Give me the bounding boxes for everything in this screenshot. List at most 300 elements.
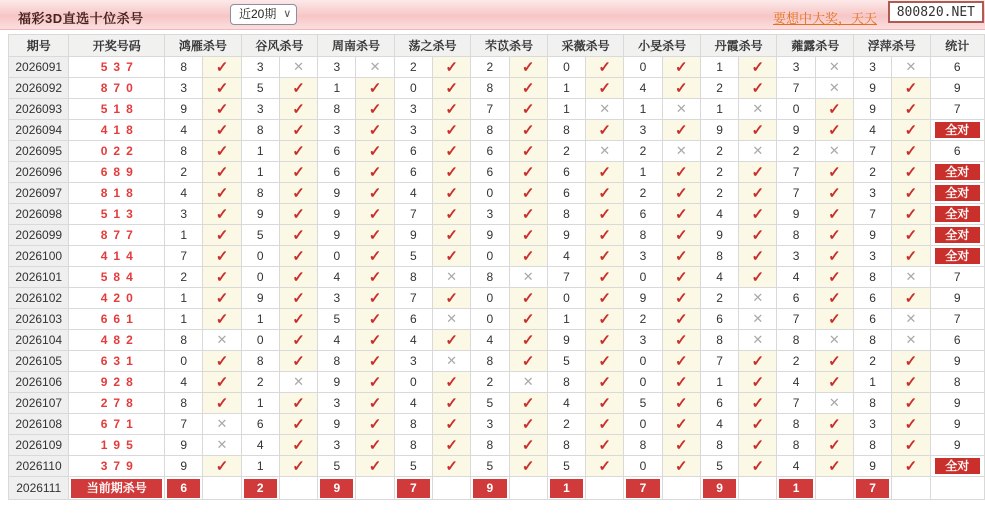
check-icon: ✓ [279, 414, 317, 435]
current-kill-digit-cell [700, 477, 738, 500]
check-icon: ✓ [662, 393, 700, 414]
check-icon: ✓ [279, 204, 317, 225]
kill-digit-cell: 6 [318, 162, 356, 183]
check-icon: ✓ [356, 99, 394, 120]
cross-icon: ✕ [586, 99, 624, 120]
current-kill-digit: 7 [397, 479, 430, 498]
kill-digit-cell: 3 [777, 246, 815, 267]
check-icon: ✓ [662, 309, 700, 330]
check-icon: ✓ [662, 414, 700, 435]
check-icon: ✓ [509, 120, 547, 141]
kill-digit-cell: 2 [854, 351, 892, 372]
stat-cell: 9 [930, 393, 984, 414]
kill-digit-cell: 8 [777, 330, 815, 351]
kill-digit-cell: 1 [624, 162, 662, 183]
period-cell: 2026095 [9, 141, 69, 162]
check-icon: ✓ [432, 288, 470, 309]
check-icon: ✓ [356, 204, 394, 225]
kill-digit-cell: 9 [165, 456, 203, 477]
kill-digit-cell: 8 [777, 435, 815, 456]
kill-digit-cell: 0 [624, 414, 662, 435]
kill-digit-cell: 9 [854, 456, 892, 477]
kill-digit-cell: 2 [547, 141, 585, 162]
check-icon: ✓ [356, 435, 394, 456]
check-icon: ✓ [432, 456, 470, 477]
kill-digit-cell: 6 [854, 288, 892, 309]
kill-digit-cell: 3 [318, 393, 356, 414]
check-icon: ✓ [586, 162, 624, 183]
kill-digit-cell: 9 [241, 288, 279, 309]
cross-icon: ✕ [892, 330, 930, 351]
period-cell: 2026106 [9, 372, 69, 393]
check-icon: ✓ [356, 414, 394, 435]
period-cell: 2026107 [9, 393, 69, 414]
kill-digit-cell: 8 [241, 120, 279, 141]
current-kill-digit: 9 [320, 479, 353, 498]
winning-number-cell: 513 [69, 204, 165, 225]
kill-digit-cell: 3 [394, 351, 432, 372]
check-icon: ✓ [739, 120, 777, 141]
col-header-kill-4: 荡之杀号 [394, 35, 471, 57]
check-icon: ✓ [203, 351, 241, 372]
check-icon: ✓ [279, 78, 317, 99]
kill-digit-cell: 3 [241, 57, 279, 78]
kill-digit-cell: 0 [547, 57, 585, 78]
kill-digit-cell: 9 [318, 372, 356, 393]
kill-digit-cell: 9 [318, 183, 356, 204]
kill-digit-cell: 6 [471, 141, 509, 162]
check-icon: ✓ [586, 372, 624, 393]
check-icon: ✓ [586, 225, 624, 246]
winning-number-cell: 671 [69, 414, 165, 435]
kill-digit-cell: 4 [854, 120, 892, 141]
kill-digit-cell: 1 [624, 99, 662, 120]
table-row [9, 57, 985, 78]
check-icon: ✓ [892, 183, 930, 204]
kill-digit-cell: 7 [394, 288, 432, 309]
kill-digit-cell: 9 [547, 225, 585, 246]
check-icon: ✓ [815, 414, 853, 435]
period-cell: 2026098 [9, 204, 69, 225]
kill-digit-cell: 1 [241, 393, 279, 414]
kill-digit-cell: 1 [547, 309, 585, 330]
check-icon: ✓ [509, 330, 547, 351]
table-row [9, 435, 985, 456]
kill-digit-cell: 2 [700, 183, 738, 204]
check-icon: ✓ [279, 267, 317, 288]
check-icon: ✓ [432, 372, 470, 393]
kill-digit-cell: 6 [777, 288, 815, 309]
table-header [9, 35, 985, 57]
check-icon: ✓ [432, 246, 470, 267]
check-icon: ✓ [892, 246, 930, 267]
kill-digit-cell: 1 [547, 78, 585, 99]
winning-number-cell: 537 [69, 57, 165, 78]
check-icon: ✓ [432, 204, 470, 225]
check-icon: ✓ [662, 330, 700, 351]
check-icon: ✓ [662, 372, 700, 393]
kill-digit-cell: 4 [394, 393, 432, 414]
check-icon: ✓ [739, 225, 777, 246]
kill-digit-cell: 9 [165, 99, 203, 120]
current-kill-digit: 7 [856, 479, 889, 498]
check-icon: ✓ [432, 99, 470, 120]
check-icon: ✓ [662, 162, 700, 183]
kill-digit-cell: 2 [700, 78, 738, 99]
check-icon: ✓ [509, 225, 547, 246]
kill-digit-cell: 8 [700, 435, 738, 456]
check-icon: ✓ [279, 162, 317, 183]
check-icon: ✓ [279, 246, 317, 267]
current-kill-digit-cell [624, 477, 662, 500]
kill-digit-cell: 6 [394, 141, 432, 162]
kill-digit-cell: 5 [624, 393, 662, 414]
check-icon: ✓ [815, 99, 853, 120]
check-icon: ✓ [739, 435, 777, 456]
table-row [9, 330, 985, 351]
top-bar [0, 0, 985, 30]
kill-digit-cell: 0 [471, 183, 509, 204]
kill-digit-cell: 6 [241, 414, 279, 435]
period-cell: 2026094 [9, 120, 69, 141]
period-cell: 2026101 [9, 267, 69, 288]
cross-icon: ✕ [739, 309, 777, 330]
check-icon: ✓ [662, 267, 700, 288]
check-icon: ✓ [509, 309, 547, 330]
range-select[interactable] [230, 4, 297, 25]
kill-digit-cell: 0 [624, 456, 662, 477]
col-header-kill-7: 小旻杀号 [624, 35, 701, 57]
check-icon: ✓ [662, 288, 700, 309]
kill-digit-cell: 1 [241, 162, 279, 183]
check-icon: ✓ [509, 414, 547, 435]
stat-cell: 9 [930, 414, 984, 435]
kill-digit-cell: 0 [624, 351, 662, 372]
current-kill-digit: 1 [779, 479, 812, 498]
col-header-stat: 统计 [930, 35, 984, 57]
winning-number-cell: 584 [69, 267, 165, 288]
check-icon: ✓ [662, 57, 700, 78]
kill-digit-cell: 8 [700, 330, 738, 351]
cross-icon: ✕ [739, 288, 777, 309]
check-icon: ✓ [815, 267, 853, 288]
check-icon: ✓ [892, 456, 930, 477]
kill-digit-cell: 3 [165, 204, 203, 225]
check-icon: ✓ [203, 183, 241, 204]
kill-digit-cell: 2 [394, 57, 432, 78]
check-icon: ✓ [203, 162, 241, 183]
check-icon: ✓ [815, 183, 853, 204]
kill-digit-cell: 3 [318, 288, 356, 309]
kill-digit-cell: 1 [700, 57, 738, 78]
kill-digit-cell: 1 [165, 309, 203, 330]
check-icon: ✓ [203, 225, 241, 246]
kill-digit-cell: 3 [394, 120, 432, 141]
kill-digit-cell: 4 [165, 372, 203, 393]
check-icon: ✓ [279, 288, 317, 309]
kill-digit-cell: 8 [241, 183, 279, 204]
table-body [9, 57, 985, 500]
kill-digit-cell: 9 [241, 204, 279, 225]
kill-digit-cell: 1 [241, 309, 279, 330]
col-header-period: 期号 [9, 35, 69, 57]
kill-digit-cell: 4 [165, 183, 203, 204]
current-kill-digit-cell [777, 477, 815, 500]
check-icon: ✓ [279, 330, 317, 351]
check-icon: ✓ [892, 99, 930, 120]
current-kill-mark-cell [662, 477, 700, 500]
stat-cell: 8 [930, 372, 984, 393]
check-icon: ✓ [356, 288, 394, 309]
check-icon: ✓ [586, 57, 624, 78]
check-icon: ✓ [279, 183, 317, 204]
check-icon: ✓ [509, 393, 547, 414]
check-icon: ✓ [815, 309, 853, 330]
kill-digit-cell: 2 [624, 309, 662, 330]
check-icon: ✓ [586, 309, 624, 330]
kill-digit-cell: 8 [854, 267, 892, 288]
check-icon: ✓ [509, 456, 547, 477]
kill-digit-cell: 3 [471, 414, 509, 435]
col-header-kill-10: 浮萍杀号 [854, 35, 931, 57]
kill-digit-cell: 8 [854, 330, 892, 351]
kill-digit-cell: 7 [471, 99, 509, 120]
cross-icon: ✕ [739, 330, 777, 351]
check-icon: ✓ [356, 330, 394, 351]
period-cell: 2026092 [9, 78, 69, 99]
kill-digit-cell: 8 [165, 330, 203, 351]
kill-digit-cell: 7 [777, 78, 815, 99]
kill-digit-cell: 6 [700, 309, 738, 330]
kill-digit-cell: 2 [165, 162, 203, 183]
col-header-number: 开奖号码 [69, 35, 165, 57]
table-row [9, 309, 985, 330]
kill-digit-cell: 2 [700, 162, 738, 183]
check-icon: ✓ [356, 162, 394, 183]
check-icon: ✓ [356, 372, 394, 393]
check-icon: ✓ [432, 162, 470, 183]
check-icon: ✓ [279, 120, 317, 141]
current-kill-digit-cell [854, 477, 892, 500]
check-icon: ✓ [279, 435, 317, 456]
kill-digit-cell: 6 [547, 183, 585, 204]
check-icon: ✓ [203, 120, 241, 141]
current-kill-mark-cell [815, 477, 853, 500]
kill-digit-cell: 6 [394, 162, 432, 183]
stat-cell: 6 [930, 57, 984, 78]
kill-digit-cell: 3 [854, 246, 892, 267]
kill-digit-cell: 3 [854, 183, 892, 204]
kill-digit-cell: 5 [547, 456, 585, 477]
kill-digit-cell: 9 [854, 78, 892, 99]
kill-digit-cell: 4 [777, 372, 815, 393]
check-icon: ✓ [892, 414, 930, 435]
check-icon: ✓ [356, 393, 394, 414]
winning-number-cell: 689 [69, 162, 165, 183]
check-icon: ✓ [586, 393, 624, 414]
table-row [9, 225, 985, 246]
cross-icon: ✕ [892, 309, 930, 330]
kill-digit-cell: 0 [547, 288, 585, 309]
check-icon: ✓ [662, 204, 700, 225]
kill-digit-cell: 5 [241, 225, 279, 246]
kill-digit-cell: 7 [854, 141, 892, 162]
kill-digit-cell: 7 [394, 204, 432, 225]
kill-digit-cell: 1 [318, 78, 356, 99]
winning-number-cell: 195 [69, 435, 165, 456]
cross-icon: ✕ [662, 141, 700, 162]
kill-digit-cell: 3 [394, 99, 432, 120]
kill-digit-cell: 1 [241, 456, 279, 477]
check-icon: ✓ [432, 414, 470, 435]
check-icon: ✓ [203, 288, 241, 309]
stat-cell [930, 246, 984, 267]
kill-digit-cell: 9 [394, 225, 432, 246]
check-icon: ✓ [586, 288, 624, 309]
cross-icon: ✕ [815, 78, 853, 99]
check-icon: ✓ [509, 351, 547, 372]
check-icon: ✓ [509, 246, 547, 267]
kill-digit-cell: 7 [547, 267, 585, 288]
kill-digit-cell: 6 [394, 309, 432, 330]
kill-digit-cell: 2 [241, 372, 279, 393]
check-icon: ✓ [432, 57, 470, 78]
all-correct-badge: 全对 [935, 164, 980, 180]
promo-link[interactable]: 要想中大奖，天天 [772, 11, 877, 26]
kill-digit-cell: 8 [777, 225, 815, 246]
kill-digit-cell: 8 [318, 99, 356, 120]
winning-number-cell: 631 [69, 351, 165, 372]
kill-digit-cell: 9 [624, 288, 662, 309]
kill-digit-cell: 3 [624, 246, 662, 267]
kill-digit-cell: 0 [241, 246, 279, 267]
col-header-kill-1: 鸿雁杀号 [165, 35, 242, 57]
all-correct-badge: 全对 [935, 227, 980, 243]
table-row [9, 141, 985, 162]
period-cell: 2026105 [9, 351, 69, 372]
check-icon: ✓ [586, 246, 624, 267]
current-kill-mark-cell [356, 477, 394, 500]
kill-digit-cell: 9 [547, 330, 585, 351]
kill-digit-cell: 1 [165, 225, 203, 246]
check-icon: ✓ [509, 162, 547, 183]
table-row [9, 456, 985, 477]
kill-digit-cell: 2 [700, 288, 738, 309]
check-icon: ✓ [203, 78, 241, 99]
kill-digit-cell: 6 [547, 162, 585, 183]
winning-number-cell: 818 [69, 183, 165, 204]
kill-digit-cell: 1 [241, 141, 279, 162]
period-cell: 2026104 [9, 330, 69, 351]
check-icon: ✓ [432, 330, 470, 351]
check-icon: ✓ [586, 204, 624, 225]
cross-icon: ✕ [739, 141, 777, 162]
current-period-row [9, 477, 985, 500]
current-kill-digit-cell [241, 477, 279, 500]
all-correct-badge: 全对 [935, 206, 980, 222]
current-kill-digit-cell [471, 477, 509, 500]
period-cell: 2026111 [9, 477, 69, 500]
table-row [9, 267, 985, 288]
kill-digit-cell: 8 [624, 435, 662, 456]
table-row [9, 78, 985, 99]
kill-digit-cell: 3 [318, 120, 356, 141]
kill-digit-cell: 8 [547, 204, 585, 225]
kill-digit-cell: 2 [165, 267, 203, 288]
check-icon: ✓ [586, 330, 624, 351]
cross-icon: ✕ [432, 351, 470, 372]
current-kill-mark-cell [432, 477, 470, 500]
kill-digit-cell: 3 [318, 435, 356, 456]
kill-digit-cell: 2 [471, 372, 509, 393]
period-cell: 2026102 [9, 288, 69, 309]
kill-digit-cell: 2 [700, 141, 738, 162]
cross-icon: ✕ [739, 99, 777, 120]
check-icon: ✓ [509, 78, 547, 99]
check-icon: ✓ [356, 246, 394, 267]
stat-cell: 7 [930, 267, 984, 288]
kill-digit-cell: 1 [700, 372, 738, 393]
kill-digit-cell: 5 [471, 456, 509, 477]
current-kill-digit-cell [165, 477, 203, 500]
kill-digit-cell: 1 [165, 288, 203, 309]
kill-number-table [8, 34, 985, 500]
current-kill-mark-cell [739, 477, 777, 500]
check-icon: ✓ [662, 456, 700, 477]
kill-digit-cell: 8 [394, 414, 432, 435]
check-icon: ✓ [279, 309, 317, 330]
check-icon: ✓ [739, 78, 777, 99]
current-kill-mark-cell [509, 477, 547, 500]
winning-number-cell: 418 [69, 120, 165, 141]
kill-digit-cell: 8 [165, 393, 203, 414]
kill-digit-cell: 6 [700, 393, 738, 414]
check-icon: ✓ [432, 78, 470, 99]
check-icon: ✓ [739, 246, 777, 267]
check-icon: ✓ [739, 267, 777, 288]
kill-digit-cell: 8 [547, 120, 585, 141]
check-icon: ✓ [739, 414, 777, 435]
kill-digit-cell: 9 [471, 225, 509, 246]
kill-digit-cell: 2 [547, 414, 585, 435]
check-icon: ✓ [892, 78, 930, 99]
current-kill-mark-cell [203, 477, 241, 500]
kill-digit-cell: 4 [777, 456, 815, 477]
kill-digit-cell: 7 [700, 351, 738, 372]
kill-digit-cell: 4 [777, 267, 815, 288]
current-kill-mark-cell [279, 477, 317, 500]
check-icon: ✓ [432, 183, 470, 204]
kill-digit-cell: 4 [394, 330, 432, 351]
kill-digit-cell: 4 [547, 393, 585, 414]
table-row [9, 372, 985, 393]
check-icon: ✓ [586, 267, 624, 288]
kill-digit-cell: 7 [165, 414, 203, 435]
col-header-kill-9: 蕹露杀号 [777, 35, 854, 57]
winning-number-cell: 420 [69, 288, 165, 309]
check-icon: ✓ [432, 141, 470, 162]
col-header-kill-8: 丹霞杀号 [700, 35, 777, 57]
kill-digit-cell: 4 [318, 330, 356, 351]
cross-icon: ✕ [203, 330, 241, 351]
stat-cell [930, 477, 984, 500]
kill-digit-cell: 1 [854, 372, 892, 393]
kill-digit-cell: 9 [318, 204, 356, 225]
check-icon: ✓ [586, 351, 624, 372]
kill-digit-cell: 9 [700, 225, 738, 246]
stat-cell [930, 456, 984, 477]
kill-digit-cell: 0 [165, 351, 203, 372]
